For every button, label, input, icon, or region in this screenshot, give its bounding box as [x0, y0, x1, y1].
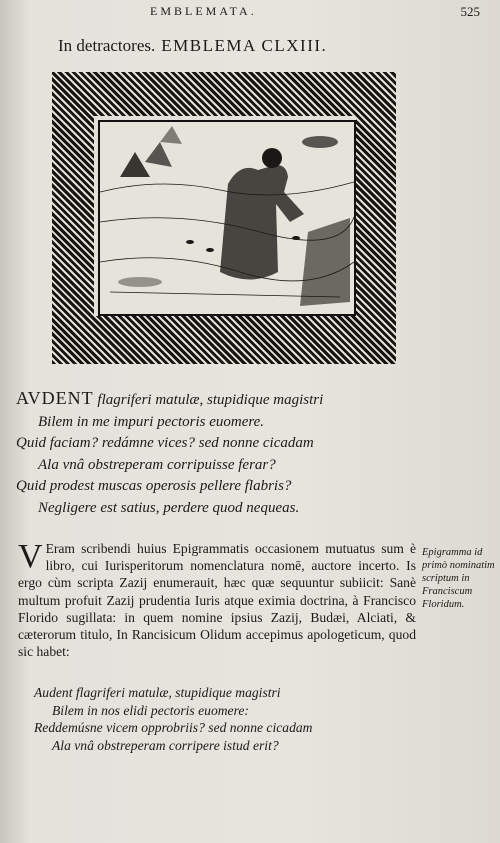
verse-initial-word: AVDENT: [16, 388, 94, 408]
commentary-text: Eram scribendi huius Epigrammatis occasionem mutuatus sum è libro, cui Iurisperitorum nomenclatura nomē, auctore incerto. Is ergo cùm scripta Zazij enumerauit, hæc quæ sequuntur subiicit: Sanè multum profuit Zazij prudentia Iuris atque eximia doctrina, à Francisco Florido sugillata: in quem nomine ipsius Zazij, Budæi, Alciati, & cæterorum titulo, In Rancisicum Olidum accepimus apologeticum, quod sic habet:: [18, 541, 416, 660]
emblem-title-prefix: In detractores.: [58, 36, 156, 55]
verse-line: Quid faciam? redámne vices? sed nonne cicadam: [16, 435, 314, 452]
verse-first-line: flagriferi matulæ, stupidique magistri: [97, 392, 324, 408]
quote-line: Bilem in nos elidi pectoris euomere:: [52, 702, 249, 718]
verse-line: Ala vnâ obstreperam corripuisse ferar?: [38, 456, 276, 473]
epigram-verse: [16, 388, 323, 520]
commentary-drop-letter: V: [18, 538, 43, 575]
woodcut-illustration: [98, 120, 356, 316]
quote-line: Audent flagriferi matulæ, stupidique magistri: [34, 685, 281, 700]
quote-line: Ala vnâ obstreperam corripere istud erit?: [52, 737, 279, 753]
verse-line: Negligere est satius, perdere quod nequeas.: [38, 499, 300, 516]
verse-line: [16, 388, 323, 412]
emblem-number: EMBLEMA CLXIII.: [161, 36, 328, 55]
quote-line: Reddemúsne vicem opprobriis? sed nonne cicadam: [34, 720, 313, 736]
commentary: [18, 540, 416, 660]
running-title: EMBLEMATA.: [150, 4, 257, 18]
verse-line: Quid prodest muscas operosis pellere flabris?: [16, 478, 292, 495]
quoted-epigram: [34, 684, 312, 754]
page-number: 525: [460, 4, 480, 19]
woodcut-frame: [94, 116, 356, 316]
verse-line: Bilem in me impuri pectoris euomere.: [38, 413, 265, 430]
margin-note: Epigramma id primò nominatim scriptum in Franciscum Floridum.: [422, 547, 495, 610]
ornamental-border: [52, 72, 396, 364]
emblem-title: [58, 36, 327, 56]
